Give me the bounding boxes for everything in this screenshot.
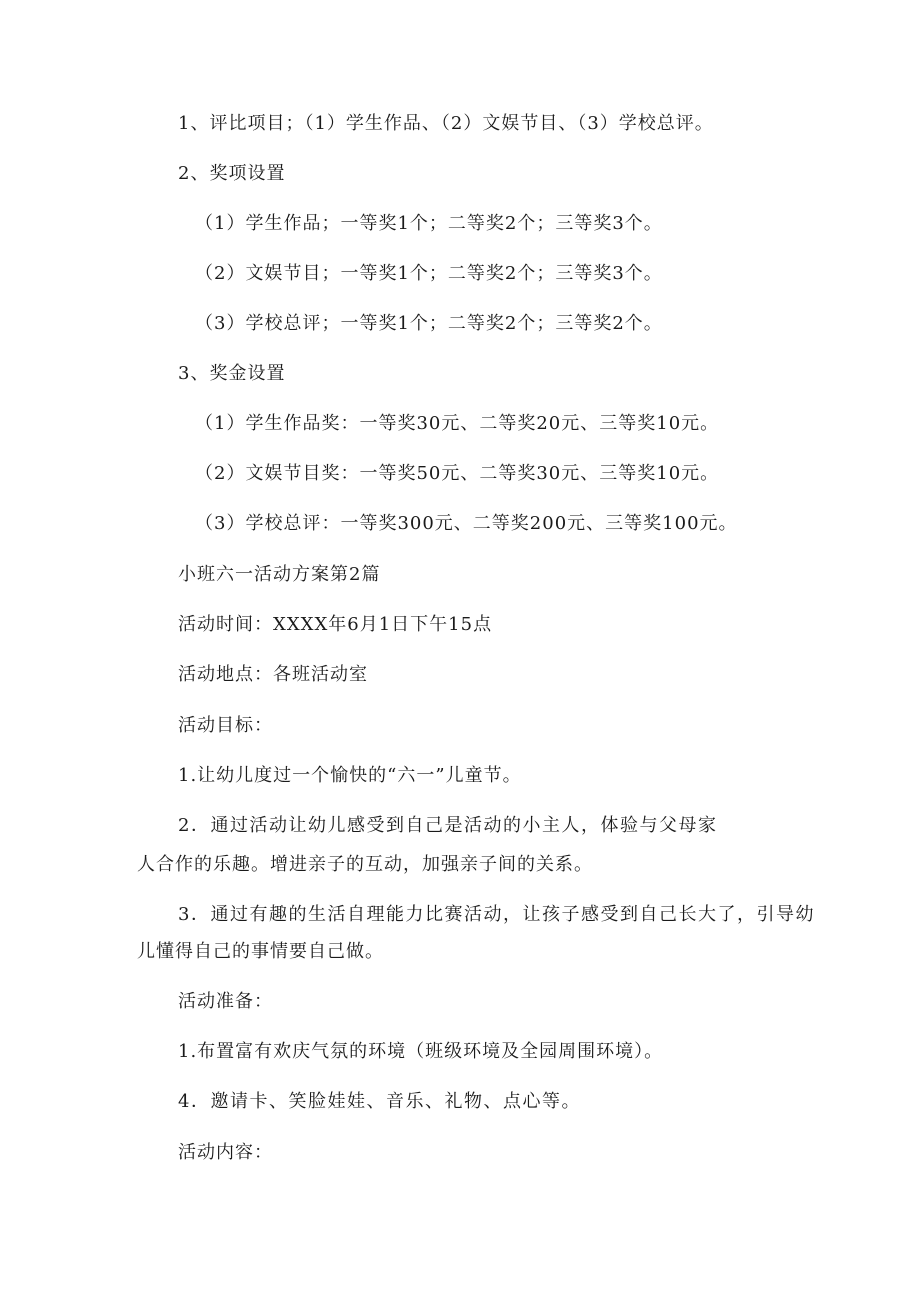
text-line-preparation-heading: 活动准备：: [178, 991, 273, 1012]
text-line-awards-heading: 2、奖项设置: [178, 163, 286, 184]
text-line-awards-school-overall: （3）学校总评；一等奖1个；二等奖2个；三等奖2个。: [195, 313, 663, 334]
text-line-evaluation-items: 1、评比项目；（1）学生作品、（2）文娱节目、（3）学校总评。: [178, 113, 714, 134]
text-line-preparation-4: 4．邀请卡、笑脸娃娃、音乐、礼物、点心等。: [178, 1091, 581, 1112]
text-line-prize-money-heading: 3、奖金设置: [178, 363, 286, 384]
text-line-goal-2: 2．通过活动让幼儿感受到自己是活动的小主人，体验与父母家: [178, 815, 718, 836]
text-line-activity-goals-heading: 活动目标：: [178, 715, 273, 736]
text-line-activity-location: 活动地点：各班活动室: [178, 664, 368, 685]
text-line-activity-time: 活动时间：XXXX年6月1日下午15点: [178, 614, 493, 635]
text-line-preparation-1: 1.布置富有欢庆气氛的环境（班级环境及全园周围环境）。: [178, 1041, 664, 1062]
text-line-prize-student-works: （1）学生作品奖：一等奖30元、二等奖20元、三等奖10元。: [195, 413, 720, 434]
text-line-goal-3-continued: 儿懂得自己的事情要自己做。: [137, 941, 384, 962]
text-line-awards-performances: （2）文娱节目；一等奖1个；二等奖2个；三等奖3个。: [195, 263, 663, 284]
section-title: 小班六一活动方案第2篇: [178, 564, 381, 585]
text-line-awards-student-works: （1）学生作品；一等奖1个；二等奖2个；三等奖3个。: [195, 213, 663, 234]
text-line-prize-performances: （2）文娱节目奖：一等奖50元、二等奖30元、三等奖10元。: [195, 463, 720, 484]
text-line-goal-3: 3．通过有趣的生活自理能力比赛活动，让孩子感受到自己长大了，引导幼: [178, 904, 815, 925]
text-line-activity-content-heading: 活动内容：: [178, 1142, 273, 1163]
text-line-goal-1: 1.让幼儿度过一个愉快的“六一”儿童节。: [178, 765, 522, 786]
text-line-prize-school-overall: （3）学校总评：一等奖300元、二等奖200元、三等奖100元。: [195, 513, 738, 534]
text-line-goal-2-continued: 人合作的乐趣。增进亲子的互动，加强亲子间的关系。: [137, 854, 593, 875]
